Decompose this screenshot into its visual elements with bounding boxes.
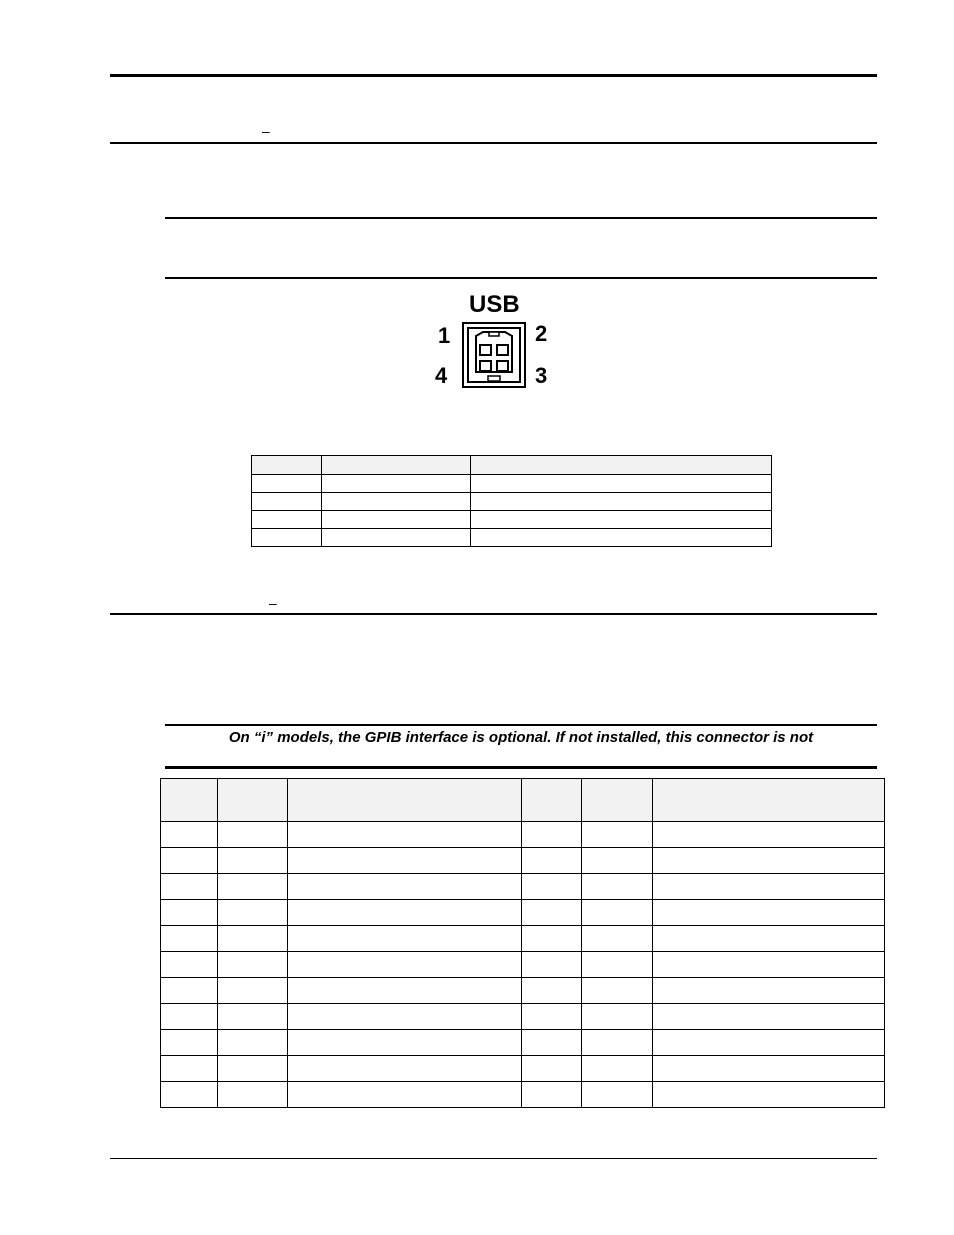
table-header-row: [252, 456, 772, 475]
gpib-pinout-table: [160, 778, 885, 1108]
table-cell: [217, 900, 287, 926]
table-cell: [217, 978, 287, 1004]
table-cell: [252, 493, 322, 511]
gpib-section-rule: [110, 613, 877, 615]
table-row: [161, 952, 885, 978]
table-cell: [217, 1082, 287, 1108]
table-row: [252, 475, 772, 493]
table-row: [161, 1082, 885, 1108]
table-cell: [161, 1056, 218, 1082]
table-row: [252, 493, 772, 511]
table-cell: [653, 874, 885, 900]
table-cell: [287, 822, 522, 848]
table-cell: [321, 529, 470, 547]
table-cell: [287, 1004, 522, 1030]
table-cell: [653, 1004, 885, 1030]
table-row: [161, 848, 885, 874]
table-cell: [217, 926, 287, 952]
table-header-cell: [653, 779, 885, 822]
table-cell: [582, 978, 653, 1004]
table-row: [161, 1056, 885, 1082]
table-cell: [287, 1030, 522, 1056]
footer-rule: [110, 1158, 877, 1159]
table-cell: [653, 822, 885, 848]
usb-connector-figure: [430, 290, 560, 400]
table-cell: [582, 1030, 653, 1056]
usb-pin-1-label: 1: [438, 323, 451, 348]
table-cell: [582, 1056, 653, 1082]
table-cell: [161, 822, 218, 848]
table-cell: [161, 978, 218, 1004]
header-rule: [110, 74, 877, 77]
table-cell: [582, 900, 653, 926]
table-cell: [522, 1082, 582, 1108]
table-cell: [287, 1056, 522, 1082]
gpib-note-top-rule: [165, 724, 877, 726]
table-cell: [522, 926, 582, 952]
table-cell: [582, 1004, 653, 1030]
table-cell: [522, 874, 582, 900]
table-cell: [653, 848, 885, 874]
table-cell: [161, 926, 218, 952]
table-header-cell: [217, 779, 287, 822]
table-row: [252, 529, 772, 547]
usb-figure-title: USB: [469, 291, 520, 318]
usb-note-top-rule: [165, 217, 877, 219]
table-cell: [470, 493, 771, 511]
table-cell: [582, 952, 653, 978]
table-cell: [161, 952, 218, 978]
table-cell: [653, 1082, 885, 1108]
table-cell: [522, 1030, 582, 1056]
table-header-cell: [321, 456, 470, 475]
table-cell: [653, 926, 885, 952]
table-cell: [287, 848, 522, 874]
table-cell: [582, 1082, 653, 1108]
table-cell: [217, 848, 287, 874]
table-header-cell: [470, 456, 771, 475]
table-cell: [217, 952, 287, 978]
table-row: [161, 900, 885, 926]
table-header-row: [161, 779, 885, 822]
table-cell: [217, 1030, 287, 1056]
table-cell: [161, 1082, 218, 1108]
usb-section-rule: [110, 142, 877, 144]
table-cell: [217, 1056, 287, 1082]
table-cell: [653, 952, 885, 978]
table-cell: [217, 1004, 287, 1030]
table-header-cell: [252, 456, 322, 475]
table-cell: [522, 900, 582, 926]
usb-pin-2-label: 2: [535, 321, 548, 346]
table-cell: [470, 511, 771, 529]
gpib-section-heading-dash: –: [269, 595, 277, 611]
table-cell: [470, 475, 771, 493]
table-header-cell: [522, 779, 582, 822]
usb-pinout-table: [251, 455, 772, 547]
table-cell: [252, 475, 322, 493]
table-cell: [321, 475, 470, 493]
usb-pin-3-label: 3: [535, 363, 548, 388]
table-cell: [522, 1004, 582, 1030]
table-cell: [522, 978, 582, 1004]
table-cell: [287, 874, 522, 900]
table-header-cell: [161, 779, 218, 822]
table-row: [252, 511, 772, 529]
table-row: [161, 874, 885, 900]
table-cell: [252, 511, 322, 529]
table-row: [161, 822, 885, 848]
table-cell: [321, 511, 470, 529]
table-cell: [161, 1030, 218, 1056]
table-cell: [287, 952, 522, 978]
table-header-cell: [287, 779, 522, 822]
table-cell: [470, 529, 771, 547]
table-cell: [582, 822, 653, 848]
table-cell: [161, 848, 218, 874]
table-cell: [252, 529, 322, 547]
table-cell: [653, 1056, 885, 1082]
usb-note-bottom-rule: [165, 277, 877, 279]
table-cell: [522, 1056, 582, 1082]
table-row: [161, 926, 885, 952]
table-cell: [161, 1004, 218, 1030]
usb-b-connector-icon: [462, 322, 526, 388]
table-cell: [582, 926, 653, 952]
usb-section-heading-dash: –: [262, 123, 270, 139]
table-row: [161, 1030, 885, 1056]
table-cell: [582, 874, 653, 900]
table-cell: [161, 874, 218, 900]
table-cell: [161, 900, 218, 926]
table-cell: [522, 952, 582, 978]
gpib-note-text: On “i” models, the GPIB interface is optional. If not installed, this connector is not: [228, 729, 814, 746]
table-cell: [653, 978, 885, 1004]
table-cell: [653, 1030, 885, 1056]
table-cell: [287, 900, 522, 926]
table-row: [161, 978, 885, 1004]
table-cell: [522, 822, 582, 848]
table-cell: [321, 493, 470, 511]
table-row: [161, 1004, 885, 1030]
table-cell: [287, 1082, 522, 1108]
table-cell: [287, 978, 522, 1004]
usb-pin-4-label: 4: [435, 363, 448, 388]
table-cell: [217, 822, 287, 848]
gpib-note-bottom-rule: [165, 766, 877, 769]
table-cell: [217, 874, 287, 900]
table-cell: [287, 926, 522, 952]
table-header-cell: [582, 779, 653, 822]
table-cell: [653, 900, 885, 926]
table-cell: [522, 848, 582, 874]
table-cell: [582, 848, 653, 874]
